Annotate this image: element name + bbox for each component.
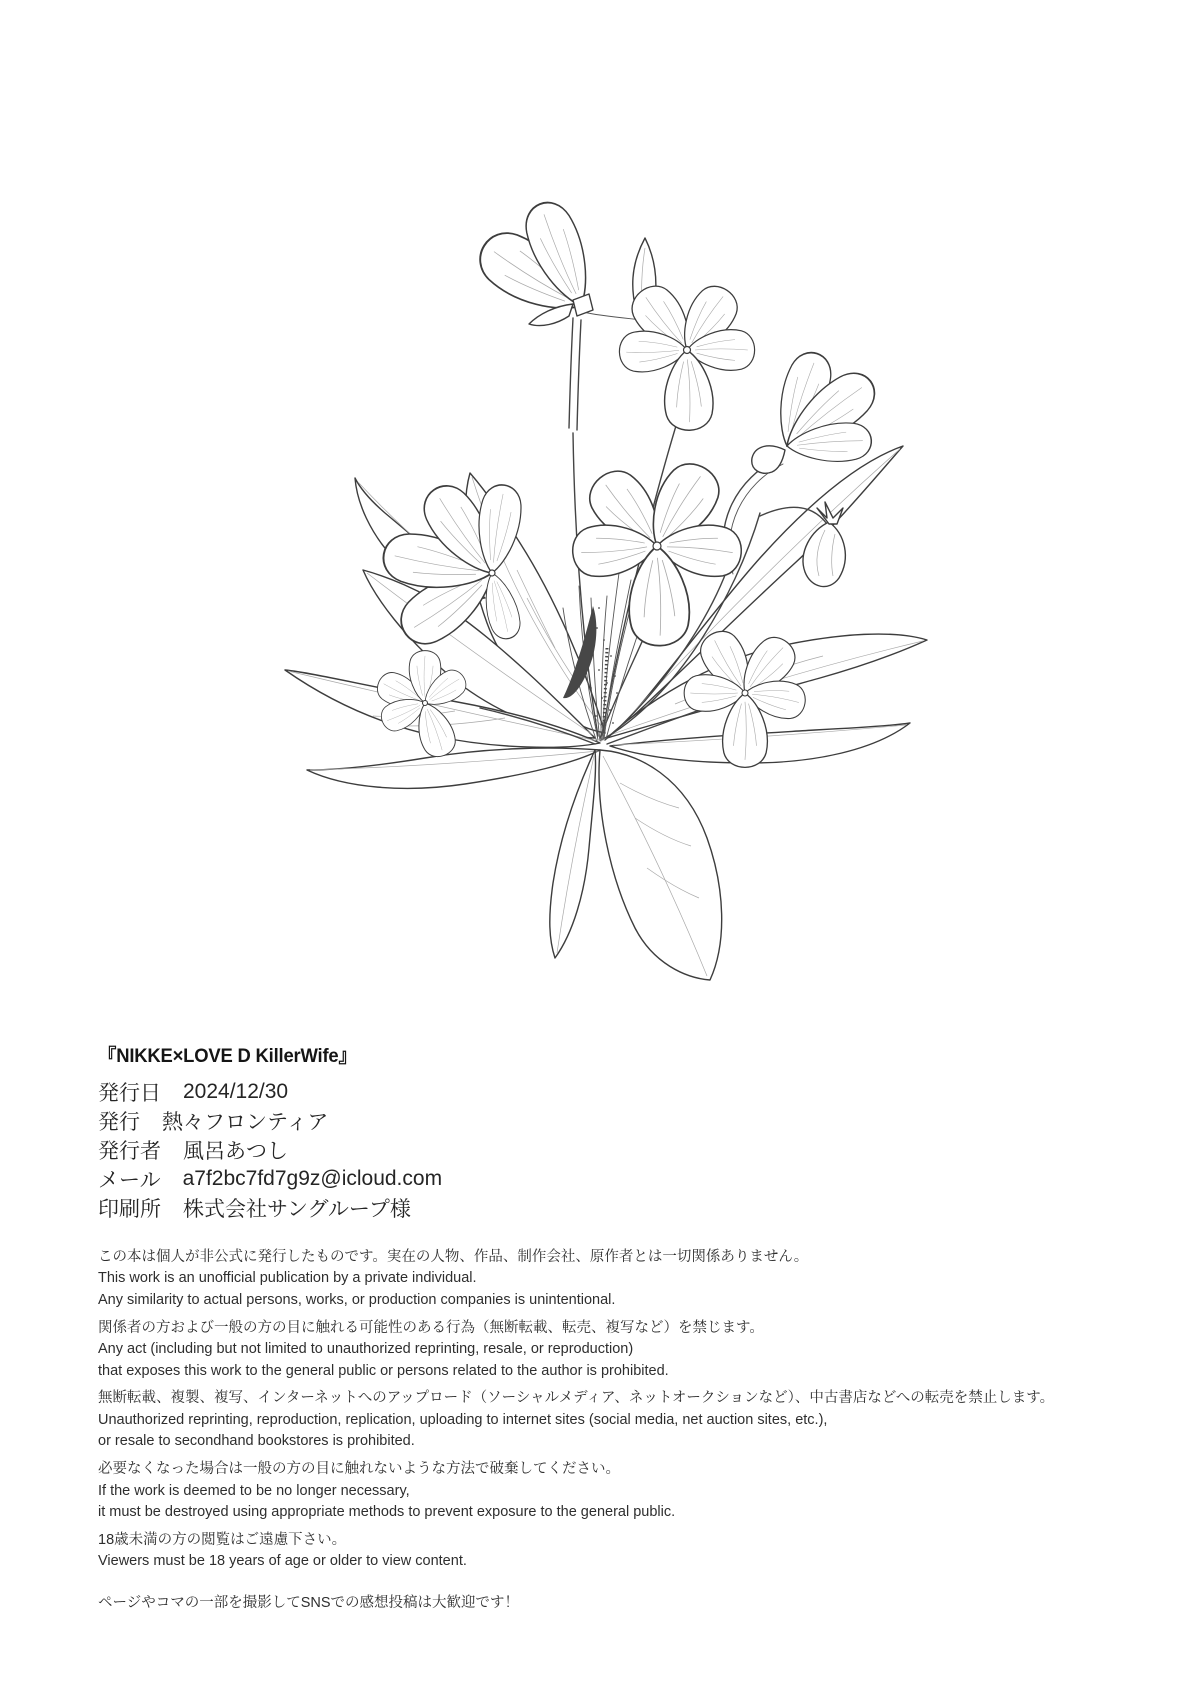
notice-line: Any act (including but not limited to unauthorized reprinting, resale, or reproduction) bbox=[98, 1341, 634, 1358]
colophon-row-publisher-circle bbox=[98, 1106, 442, 1135]
notice-line: it must be destroyed using appropriate methods to prevent exposure to the general public. bbox=[98, 1503, 676, 1520]
row-value: 2024/12/30 bbox=[183, 1079, 289, 1103]
notice-line: This work is an unofficial publication by a private individual. bbox=[98, 1270, 477, 1287]
notice-line: 関係者の方および一般の方の目に触れる可能性のある行為（無断転載、転売、複写など）を禁じます。 bbox=[98, 1319, 764, 1336]
row-label: メール bbox=[98, 1168, 161, 1192]
colophon-row-email bbox=[98, 1164, 442, 1193]
notice-line: Unauthorized reprinting, reproduction, replication, uploading to internet sites (social media, net auction sites, etc.), bbox=[98, 1411, 828, 1428]
notice-line: この本は個人が非公式に発行したものです。実在の人物、作品、制作会社、原作者とは一切関係ありません。 bbox=[98, 1249, 809, 1265]
notice-line: 18歳未満の方の閲覧はご遠慮下さい。 bbox=[98, 1531, 347, 1548]
row-label: 発行者 bbox=[98, 1139, 161, 1163]
notice-line: or resale to secondhand bookstores is prohibited. bbox=[98, 1433, 415, 1450]
colophon bbox=[98, 1046, 442, 1222]
notice-line: 無断転載、複製、複写、インターネットへのアップロード（ソーシャルメディア、ネットオークションなど）、中古書店などへの転売を禁止します。 bbox=[98, 1390, 1055, 1407]
notice-line: If the work is deemed to be no longer necessary, bbox=[98, 1482, 410, 1499]
colophon-row-printer bbox=[98, 1193, 442, 1222]
violet-bouquet-illustration bbox=[255, 178, 955, 988]
notice-paragraph-sns-welcome bbox=[98, 1593, 1054, 1614]
row-label: 発行 bbox=[98, 1110, 140, 1134]
notices bbox=[98, 1247, 1054, 1621]
row-value: 風呂あつし bbox=[183, 1139, 288, 1163]
notice-line: ページやコマの一部を撮影してSNSでの感想投稿は大歓迎です！ bbox=[98, 1594, 520, 1611]
row-label: 発行日 bbox=[98, 1081, 161, 1105]
notice-line: that exposes this work to the general public or persons related to the author is prohibited. bbox=[98, 1362, 669, 1379]
colophon-row-author bbox=[98, 1135, 442, 1164]
notice-paragraph-disposal bbox=[98, 1459, 1054, 1523]
email-address: a7f2bc7fd7g9z@icloud.com bbox=[182, 1166, 443, 1190]
row-value: 株式会社サングループ様 bbox=[183, 1197, 411, 1221]
colophon-row-publish-date bbox=[98, 1077, 442, 1106]
notice-line: Any similarity to actual persons, works, or production companies is unintentional. bbox=[98, 1291, 616, 1308]
notice-paragraph-unofficial bbox=[98, 1247, 1054, 1311]
doujin-title: 『NIKKE×LOVE D KillerWife』 bbox=[98, 1046, 357, 1067]
row-value: 熱々フロンティア bbox=[162, 1110, 329, 1134]
violet-bouquet-svg bbox=[255, 178, 955, 988]
row-label: 印刷所 bbox=[98, 1197, 161, 1221]
notice-paragraph-no-reprint bbox=[98, 1388, 1054, 1452]
notice-paragraph-age-restriction bbox=[98, 1530, 1054, 1573]
notice-line: Viewers must be 18 years of age or older to view content. bbox=[98, 1553, 467, 1570]
notice-line: 必要なくなった場合は一般の方の目に触れないような方法で破棄してください。 bbox=[98, 1461, 620, 1478]
notice-paragraph-prohibited-acts bbox=[98, 1318, 1054, 1382]
